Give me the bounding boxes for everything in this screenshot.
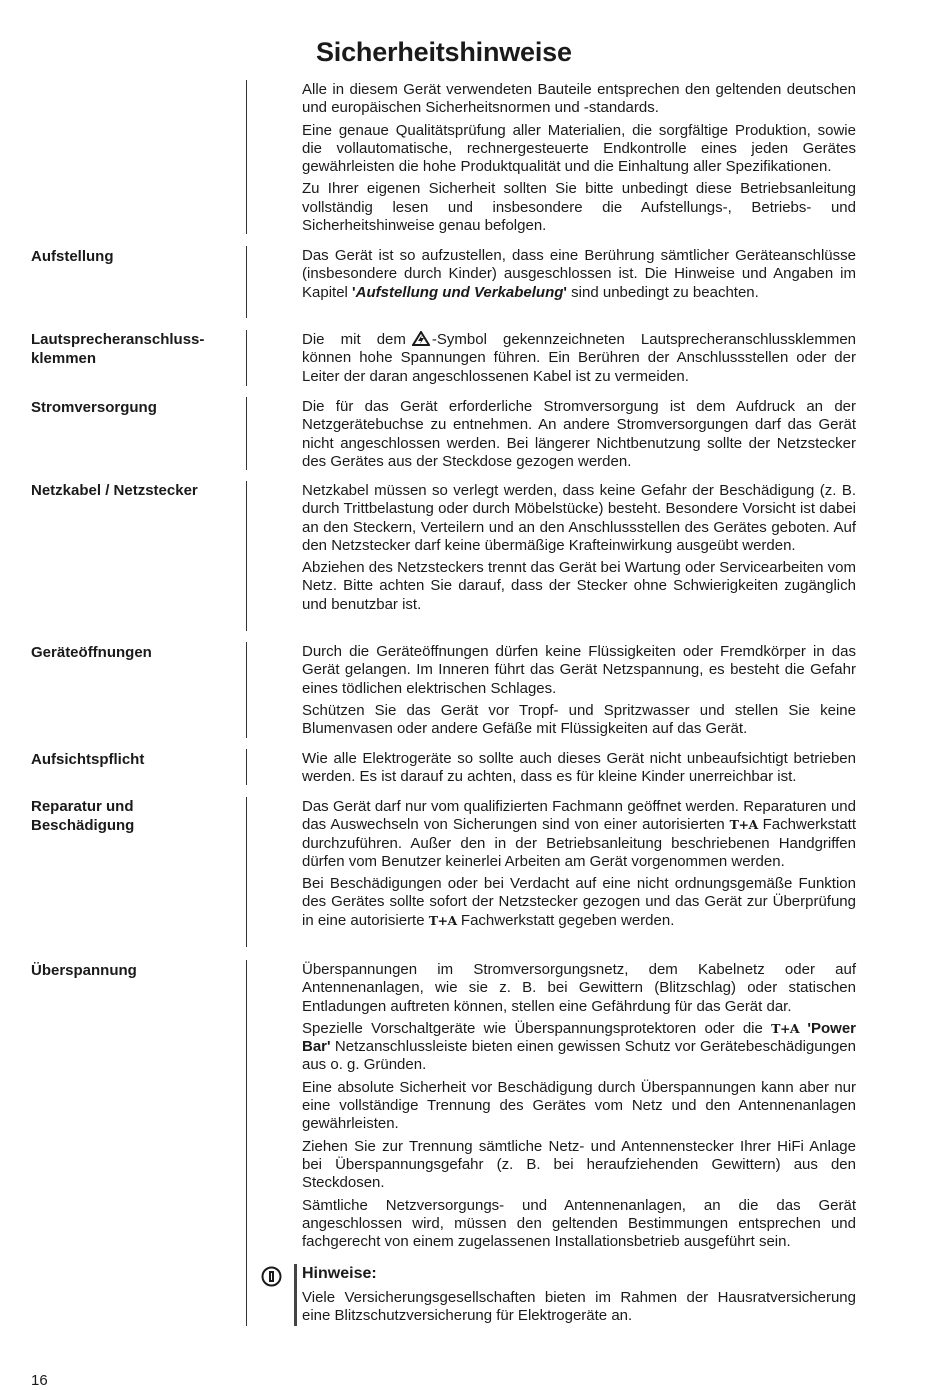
paragraph: Überspannungen im Stromversorgungsnetz, dem Kabelnetz oder auf Antennenanlagen, wie sie z. B. bei Gewittern (Blitzschlag) oder statischen Entladungen auftreten können, stellen eine Gefährdung für das Gerät dar. (302, 961, 856, 1015)
page-title: Sicherheitshinweise (316, 37, 572, 67)
section-label-aufsichtspflicht: Aufsichtspflicht (31, 751, 145, 768)
section-label-geraeteoeffnungen: Geräteöffnungen (31, 644, 152, 661)
note-hinweise (302, 1264, 856, 1326)
column-divider (246, 80, 247, 234)
paragraph: Alle in diesem Gerät verwendeten Bauteile entsprechen den geltenden deutschen und europäischen Sicherheitsnormen und -standards. (302, 81, 856, 117)
info-icon (261, 1266, 282, 1287)
note-bar (294, 1264, 297, 1326)
paragraph: Spezielle Vorschaltgeräte wie Überspannungsprotektoren oder die T+A 'Power Bar' Netzanschlussleiste bieten einen gewissen Schutz vor Gerätebeschädigungen aus o. g. Gründen. (302, 1019, 857, 1074)
section-label-reparatur: Reparatur und Beschädigung (31, 798, 135, 834)
brand-logo: T+A (428, 912, 457, 928)
section-text-stromversorgung (302, 398, 856, 471)
page-number: 16 (31, 1372, 48, 1389)
column-divider (246, 797, 247, 947)
paragraph: Wie alle Elektrogeräte so sollte auch dieses Gerät nicht unbeaufsichtigt betrieben werden. Es ist darauf zu achten, dass es für kleine Kinder unerreichbar ist. (302, 750, 856, 786)
column-divider (246, 960, 247, 1326)
paragraph: Eine genaue Qualitätsprüfung aller Materialien, die sorgfältige Produktion, sowie die vollautomatische, rechnergesteuerte Endkontrolle eines jeden Gerätes gewährleisten die hohe Produktqualität und die Einhaltung aller Spezifikationen. (302, 121, 856, 176)
paragraph: Eine absolute Sicherheit vor Beschädigung durch Überspannungen kann aber nur eine vollständige Trennung des Gerätes vom Netz und den Antennenanlagen gewährleisten. (302, 1078, 856, 1133)
section-label-lautsprecher: Lautsprecheranschluss- klemmen (31, 331, 205, 367)
column-divider (246, 397, 247, 470)
section-text-ueberspannung (302, 961, 856, 1251)
paragraph: Zu Ihrer eigenen Sicherheit sollten Sie bitte unbedingt diese Betriebsanleitung vollständig lesen und insbesondere die Aufstellungs-, Betriebs- und Sicherheitshinweise genau befolgen. (302, 180, 856, 235)
section-text-reparatur (302, 798, 856, 930)
paragraph: Sämtliche Netzversorgungs- und Antennenanlagen, an die das Gerät angeschlossen wird, müssen den geltenden Bestimmungen entsprechen und fachgerecht von einem zugelassenen Installationsbetrieb ausgeführt sein. (302, 1196, 856, 1251)
intro-text (302, 81, 856, 235)
paragraph: Durch die Geräteöffnungen dürfen keine Flüssigkeiten oder Fremdkörper in das Gerät gelangen. Im Inneren führt das Gerät Netzspannung, es besteht die Gefahr eines tödlichen elektrischen Schlages. (302, 643, 856, 697)
paragraph: Netzkabel müssen so verlegt werden, dass keine Gefahr der Beschädigung (z. B. durch Trittbelastung oder durch Möbelstücke) besteht. Besondere Vorsicht ist dabei an den Steckern, Verteilern und an den Anschlussstellen des Gerätes geboten. Auf den Netzstecker darf keine übermäßige Krafteinwirkung ausgeübt werden. (302, 482, 856, 554)
paragraph: Ziehen Sie zur Trennung sämtliche Netz- und Antennenstecker Ihrer HiFi Anlage bei Überspannungsgefahr (z. B. bei heraufziehenden Gewittern) aus den Steckdosen. (302, 1137, 856, 1192)
section-label-netzkabel: Netzkabel / Netzstecker (31, 482, 198, 499)
section-text-aufsichtspflicht (302, 750, 856, 787)
column-divider (246, 330, 247, 386)
section-text-geraeteoeffnungen (302, 643, 856, 738)
paragraph: Schützen Sie das Gerät vor Tropf- und Spritzwasser und stellen Sie keine Blumenvasen oder andere Gefäße mit Flüssigkeiten auf das Gerät. (302, 701, 856, 738)
paragraph: Viele Versicherungsgesellschaften bieten im Rahmen der Hausratversicherung eine Blitzschutzversicherung für Elektrogeräte an. (302, 1289, 856, 1325)
brand-logo: T+A (771, 1020, 800, 1036)
paragraph: Abziehen des Netzsteckers trennt das Gerät bei Wartung oder Servicearbeiten vom Netz. Bitte achten Sie darauf, dass der Stecker ohne Schwierigkeiten zugänglich und benutzbar ist. (302, 559, 856, 613)
chapter-reference: Aufstellung und Verkabelung (355, 283, 564, 301)
section-label-ueberspannung: Überspannung (31, 962, 137, 979)
paragraph: Das Gerät darf nur vom qualifizierten Fachmann geöffnet werden. Reparaturen und das Auswechseln von Sicherungen sind von einer autorisierten T+A Fachwerkstatt durchzuführen. Außer den in der Betriebsanleitung beschriebenen Handgriffen dürfen vom Benutzer keinerlei Arbeiten am Gerät vorgenommen werden. (302, 798, 857, 870)
section-label-stromversorgung: Stromversorgung (31, 399, 157, 416)
high-voltage-warning-icon (412, 331, 430, 346)
column-divider (246, 749, 247, 785)
column-divider (246, 642, 247, 738)
section-text-lautsprecher (302, 331, 856, 386)
section-text-aufstellung (302, 247, 856, 302)
section-label-aufstellung: Aufstellung (31, 248, 114, 265)
brand-logo: T+A (729, 817, 758, 833)
column-divider (246, 481, 247, 631)
paragraph: Das Gerät ist so aufzustellen, dass eine Berührung sämtlicher Geräteanschlüsse (insbesondere durch Kinder) ausgeschlossen ist. Die Hinweise und Angaben im Kapitel 'Aufstellung und Verkabelung' sind unbedingt zu beachten. (302, 247, 856, 301)
note-title: Hinweise: (302, 1265, 377, 1282)
section-text-netzkabel (302, 482, 856, 614)
paragraph: Die mit dem -Symbol gekennzeichneten Lautsprecheranschlussklemmen können hohe Spannungen führen. Ein Berühren der Anschlussstellen oder der Leiter der daran angeschlossenen Kabel ist zu vermeiden. (302, 331, 856, 385)
paragraph: Bei Beschädigungen oder bei Verdacht auf eine nicht ordnungsgemäße Funktion des Gerätes sollte sofort der Netzstecker gezogen und das Gerät zur Überprüfung in eine autorisierte T+A Fachwerkstatt gegeben werden. (302, 875, 856, 929)
paragraph: Die für das Gerät erforderliche Stromversorgung ist dem Aufdruck an der Netzgerätebuchse zu entnehmen. An andere Stromversorgungen darf das Gerät nicht angeschlossen werden. Bei längerer Nichtbenutzung sollte der Netzstecker des Gerätes aus der Steckdose gezogen werden. (302, 398, 856, 470)
column-divider (246, 246, 247, 318)
